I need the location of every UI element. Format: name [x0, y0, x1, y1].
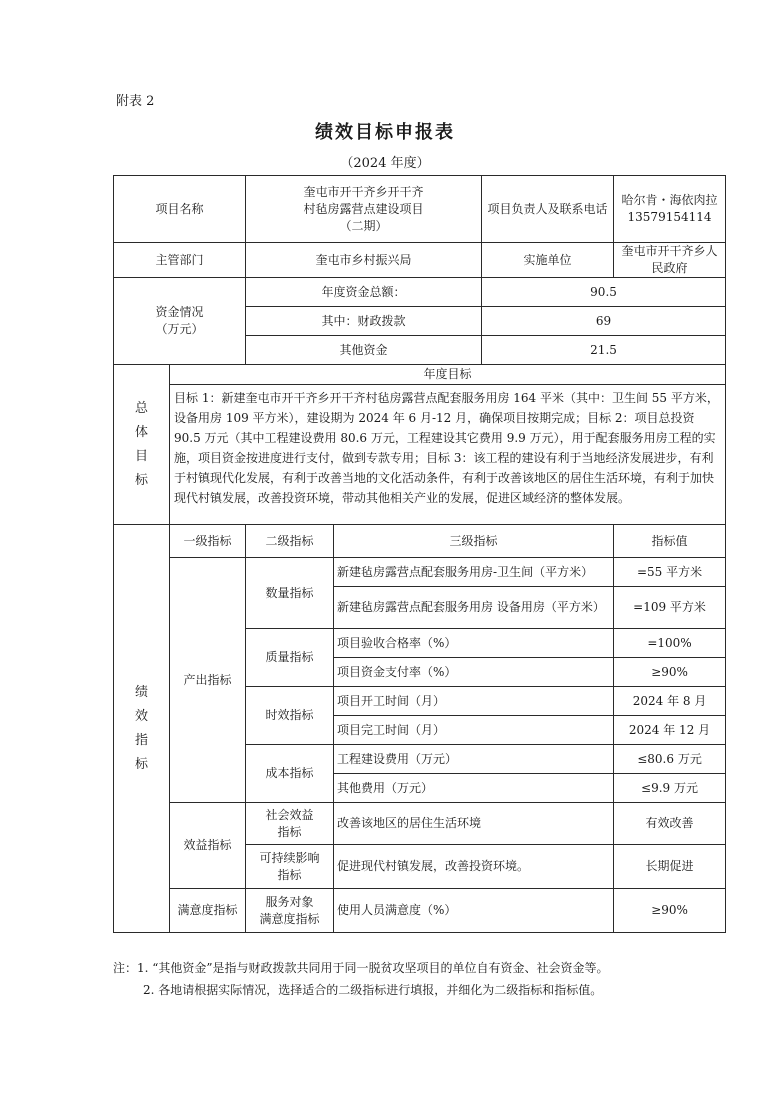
- header-level1: 一级指标: [170, 525, 246, 558]
- header-level3: 三级指标: [334, 525, 614, 558]
- side-char: 指: [134, 732, 148, 748]
- funds-label: [114, 278, 246, 365]
- indicator-name: 项目完工时间（月）: [334, 716, 614, 745]
- side-char: 目: [134, 448, 148, 464]
- goal-text-row: [114, 385, 726, 525]
- funds-other-value: 21.5: [482, 336, 726, 365]
- label-line: 指标: [277, 867, 302, 882]
- indicator-value: =100%: [614, 629, 726, 658]
- goal-header-row: [114, 365, 726, 385]
- indicator-value: 2024 年 8 月: [614, 687, 726, 716]
- side-char: 总: [134, 400, 148, 416]
- side-char: 体: [134, 424, 148, 440]
- project-name-value: [246, 176, 482, 243]
- header-level2: 二级指标: [246, 525, 334, 558]
- quantity-indicator-label: 数量指标: [246, 558, 334, 629]
- form-notes: [113, 957, 728, 1001]
- attachment-label: 附表 2: [116, 94, 155, 109]
- indicator-value: 2024 年 12 月: [614, 716, 726, 745]
- indicator-name: 工程建设费用（万元）: [334, 745, 614, 774]
- indicator-name: 项目验收合格率（%）: [334, 629, 614, 658]
- indicator-name: 新建毡房露营点配套服务用房 设备用房（平方米）: [334, 587, 614, 629]
- label-line: 可持续影响: [259, 850, 320, 865]
- project-name-label: 项目名称: [114, 176, 246, 243]
- indicator-value: 有效改善: [614, 803, 726, 845]
- funds-label-line: （万元）: [155, 322, 204, 336]
- indicator-row: [114, 889, 726, 933]
- form-year: （2024 年度）: [340, 156, 430, 171]
- quality-indicator-label: 质量指标: [246, 629, 334, 687]
- header-value: 指标值: [614, 525, 726, 558]
- funds-fiscal-value: 69: [482, 307, 726, 336]
- contact-name: 哈尔肯・海依肉拉: [621, 193, 718, 207]
- annual-goal-text: 目标 1：新建奎屯市开干齐乡开干齐村毡房露营点配套服务用房 164 平米（其中：卫生间 55 平方米，设备用房 109 平方米），建设期为 2024 年 6 月-12 月，确保项目按期完成；目标 2：项目总投资 90.5 万元（其中工程建设费用 80.6 万元，工程建设其它费用 9.9 万元），用于配套服务用房工程的实施，项目资金按进度进行支付，做到专款专用；目标 3：该工程的建设有利于当地经济发展进步，有利于村镇现代化发展，有利于改善当地的文化活动条件，有利于改善该地区的居住生活环境，有利于加快现代村镇发展，改善投资环境，带动其他相关产业的发展，促进区域经济的整体发展。: [170, 385, 726, 525]
- label-line: 社会效益: [265, 807, 314, 822]
- performance-goal-form: [113, 175, 726, 933]
- cost-indicator-label: 成本指标: [246, 745, 334, 803]
- indicator-value: =55 平方米: [614, 558, 726, 587]
- indicator-value: =109 平方米: [614, 587, 726, 629]
- dept-label: 主管部门: [114, 243, 246, 278]
- annual-goal-header: 年度目标: [170, 365, 726, 385]
- note-line: 2. 各地请根据实际情况，选择适合的二级指标进行填报，并细化为二级指标和指标值。: [143, 983, 603, 997]
- contact-phone: 13579154114: [627, 210, 712, 224]
- service-indicator-label: [246, 889, 334, 933]
- indicator-name: 使用人员满意度（%）: [334, 889, 614, 933]
- indicators-side-label: [114, 525, 170, 933]
- indicator-name: 新建毡房露营点配套服务用房-卫生间（平方米）: [334, 558, 614, 587]
- side-char: 效: [134, 708, 148, 724]
- social-indicator-label: [246, 803, 334, 845]
- funds-fiscal-label: 其中：财政拨款: [246, 307, 482, 336]
- indicator-value: 长期促进: [614, 845, 726, 889]
- project-name-line: 奎屯市开干齐乡开干齐: [303, 184, 424, 199]
- department-row: [114, 243, 726, 278]
- time-indicator-label: 时效指标: [246, 687, 334, 745]
- label-line: 指标: [277, 824, 302, 839]
- indicator-name: 项目开工时间（月）: [334, 687, 614, 716]
- indicator-value: ≤9.9 万元: [614, 774, 726, 803]
- output-indicator-label: 产出指标: [170, 558, 246, 803]
- indicator-value: ≥90%: [614, 658, 726, 687]
- funds-total-value: 90.5: [482, 278, 726, 307]
- label-line: 服务对象: [265, 894, 314, 909]
- dept-value: 奎屯市乡村振兴局: [246, 243, 482, 278]
- sustain-indicator-label: [246, 845, 334, 889]
- side-char: 绩: [134, 684, 148, 700]
- indicator-value: ≥90%: [614, 889, 726, 933]
- indicator-name: 促进现代村镇发展，改善投资环境。: [334, 845, 614, 889]
- project-name-line: （二期）: [339, 218, 388, 233]
- indicator-row: [114, 803, 726, 845]
- benefit-indicator-label: 效益指标: [170, 803, 246, 889]
- indicator-name: 其他费用（万元）: [334, 774, 614, 803]
- funds-total-row: [114, 278, 726, 307]
- funds-other-label: 其他资金: [246, 336, 482, 365]
- impl-label: 实施单位: [482, 243, 614, 278]
- satisfaction-indicator-label: 满意度指标: [170, 889, 246, 933]
- project-name-row: [114, 176, 726, 243]
- indicator-row: [114, 558, 726, 587]
- indicator-name: 改善该地区的居住生活环境: [334, 803, 614, 845]
- impl-value: 奎屯市开干齐乡人民政府: [614, 243, 726, 278]
- side-char: 标: [134, 756, 148, 772]
- form-title: 绩效目标申报表: [315, 122, 455, 143]
- funds-label-line: 资金情况: [155, 305, 204, 319]
- project-name-line: 村毡房露营点建设项目: [303, 201, 424, 216]
- overall-goal-side-label: [114, 365, 170, 525]
- contact-value: [614, 176, 726, 243]
- indicator-name: 项目资金支付率（%）: [334, 658, 614, 687]
- funds-total-label: 年度资金总额：: [246, 278, 482, 307]
- indicator-value: ≤80.6 万元: [614, 745, 726, 774]
- note-line: 注：1. “其他资金”是指与财政拨款共同用于同一脱贫攻坚项目的单位自有资金、社会资金等。: [113, 961, 609, 975]
- side-char: 标: [134, 472, 148, 488]
- contact-label: 项目负责人及联系电话: [482, 176, 614, 243]
- label-line: 满意度指标: [259, 911, 320, 926]
- indicator-header-row: [114, 525, 726, 558]
